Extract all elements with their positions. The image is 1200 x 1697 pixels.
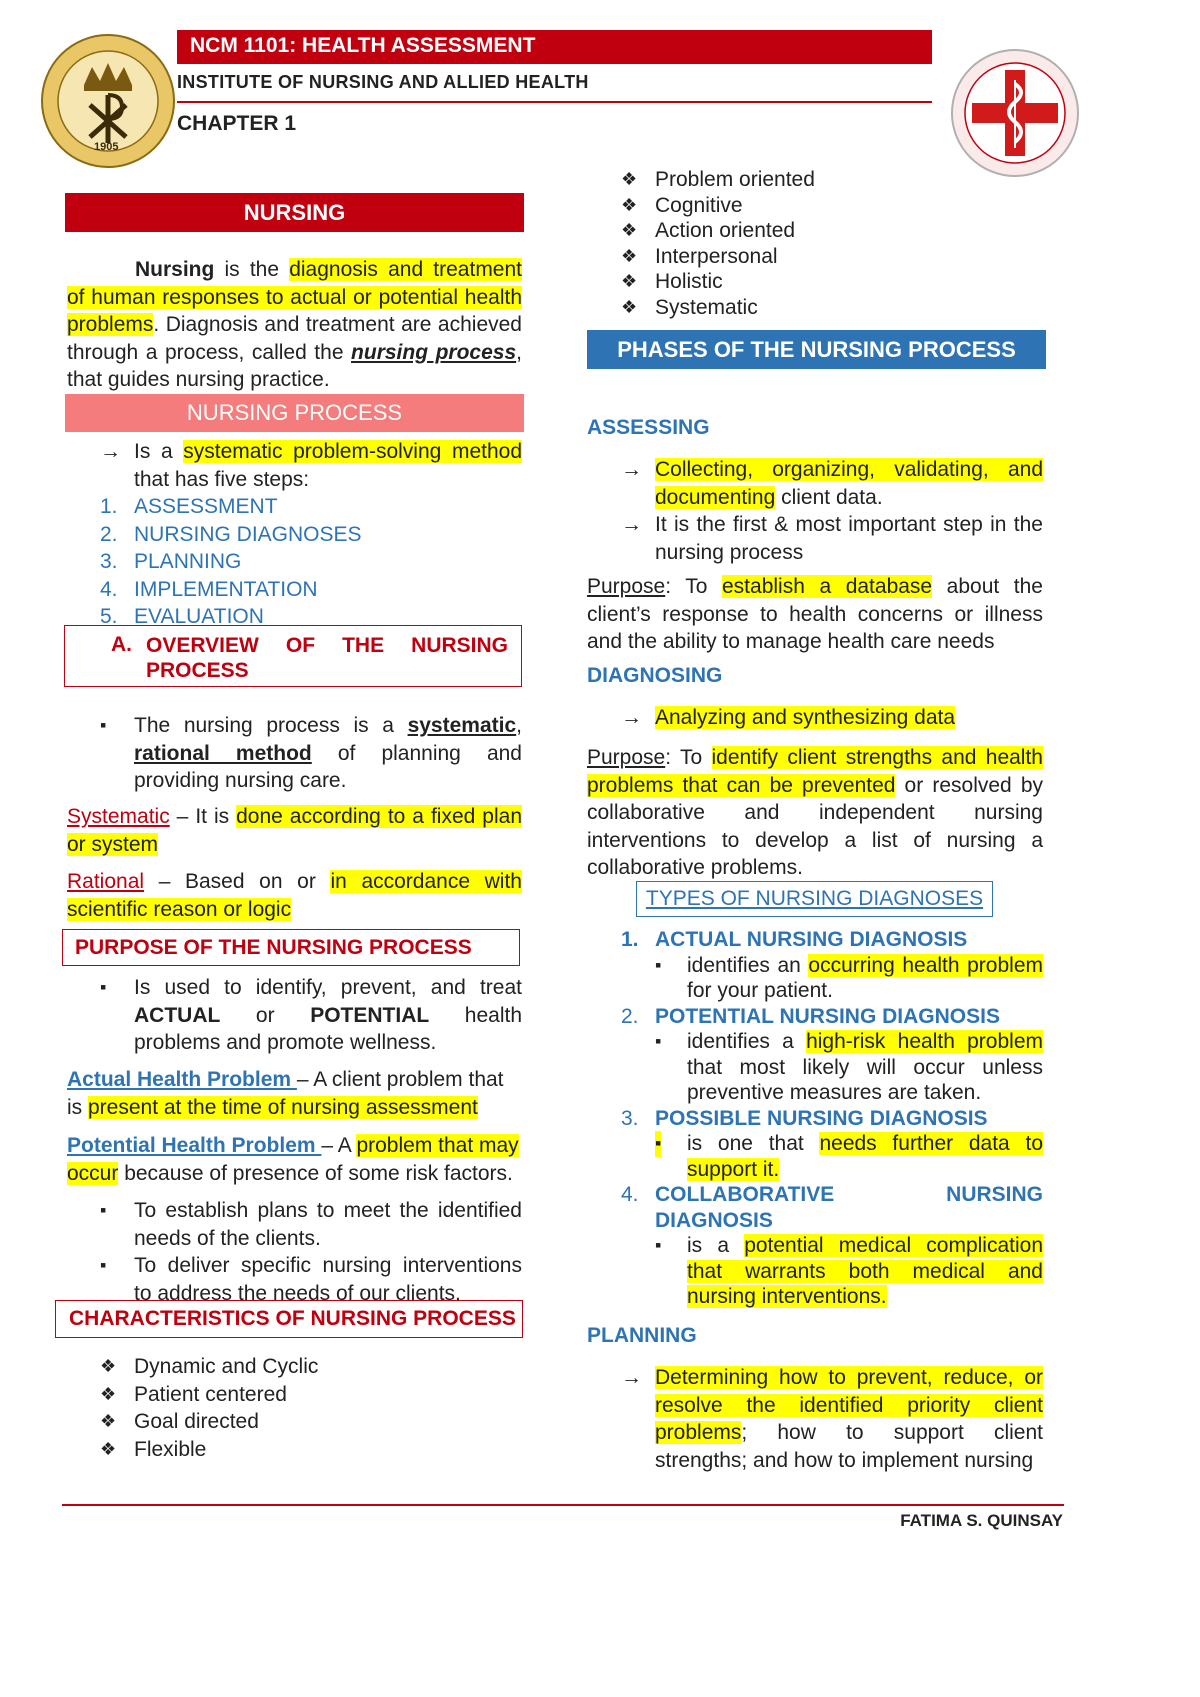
school-seal-left <box>40 33 176 169</box>
characteristic-item: ❖ Patient centered <box>134 1381 522 1409</box>
seal-year: 1905 <box>94 141 119 153</box>
systematic-definition: Systematic – It is done according to a fixed plan or system <box>67 805 522 856</box>
type-item: 3. POSSIBLE NURSING DIAGNOSIS <box>621 1106 988 1130</box>
assessing-purpose: Purpose: To establish a database about the client’s response to health concerns or illness and the ability to manage health care needs <box>587 575 1043 653</box>
actual-problem-definition: Actual Health Problem – A client problem that is present at the time of nursing assessment <box>67 1068 504 1119</box>
nursing-definition: Nursing is the diagnosis and treatment of human responses to actual or potential health problems. Diagnosis and treatment are achieved through a process, called the nursing process, that guides nursing practice. <box>67 258 522 391</box>
type-description: ▪ identifies an occurring health problem for your patient. <box>655 953 1043 1002</box>
types-heading: TYPES OF NURSING DIAGNOSES <box>636 881 993 917</box>
diagnosing-arrow-item: → Analyzing and synthesizing data <box>655 704 1043 732</box>
purpose-list-1 <box>134 974 522 1057</box>
purpose-bullet: ▪ To deliver specific nursing interventions to address the needs of our clients. <box>134 1252 522 1307</box>
assessing-list <box>655 456 1043 566</box>
institute-name: INSTITUTE OF NURSING AND ALLIED HEALTH <box>177 72 589 92</box>
characteristics-heading: CHARACTERISTICS OF NURSING PROCESS <box>55 1300 523 1338</box>
phases-heading: PHASES OF THE NURSING PROCESS <box>587 330 1046 369</box>
assessing-arrow-item: → It is the first & most important step in the nursing process <box>655 511 1043 566</box>
header-divider <box>177 101 932 103</box>
characteristic-item: ❖ Action oriented <box>655 218 1043 244</box>
type-item: 2. POTENTIAL NURSING DIAGNOSIS <box>621 1004 1000 1028</box>
purpose-heading: PURPOSE OF THE NURSING PROCESS <box>62 929 520 966</box>
type-description: ▪ is a potential medical complication that warrants both medical and nursing interventions. <box>655 1234 1043 1308</box>
characteristics-list-right <box>655 167 1043 320</box>
characteristic-item: ❖ Goal directed <box>134 1408 522 1436</box>
planning-arrow-item: → Determining how to prevent, reduce, or resolve the identified priority client problems; how to support client strengths; and how to implement nursing <box>655 1364 1043 1474</box>
assessing-arrow-item: → Collecting, organizing, validating, and documenting client data. <box>655 456 1043 511</box>
characteristic-item: ❖ Dynamic and Cyclic <box>134 1353 522 1381</box>
nursing-heading: NURSING <box>65 193 524 232</box>
institute-seal-right <box>950 48 1080 178</box>
assessing-heading: ASSESSING <box>587 416 710 439</box>
step-item: 2. NURSING DIAGNOSES <box>100 522 362 546</box>
characteristic-item: ❖ Cognitive <box>655 193 1043 219</box>
course-title-bar <box>177 30 932 64</box>
characteristic-item: ❖ Flexible <box>134 1436 522 1464</box>
purpose-list-2 <box>134 1197 522 1307</box>
type-item: 4. COLLABORATIVE NURSING DIAGNOSIS <box>621 1183 1043 1232</box>
chapter-label: CHAPTER 1 <box>177 112 297 135</box>
purpose-bullet: ▪ Is used to identify, prevent, and treat ACTUAL or POTENTIAL health problems and promote wellness. <box>134 974 522 1057</box>
overview-heading: A. OVERVIEW OF THE NURSING PROCESS <box>64 625 522 687</box>
type-description: ▪ is one that needs further data to support it. <box>655 1132 1043 1181</box>
footer-author: FATIMA S. QUINSAY <box>900 1511 1063 1530</box>
process-list <box>100 438 522 631</box>
rational-definition: Rational – Based on or in accordance with scientific reason or logic <box>67 870 522 921</box>
process-arrow-item: → Is a systematic problem-solving method that has five steps: <box>134 438 522 493</box>
type-item: 1. ACTUAL NURSING DIAGNOSIS <box>621 928 968 951</box>
diagnosing-list <box>655 704 1043 732</box>
nursing-process-heading: NURSING PROCESS <box>65 394 524 432</box>
purpose-bullet: ▪ To establish plans to meet the identified needs of the clients. <box>134 1197 522 1252</box>
type-description: ▪ identifies a high-risk health problem that most likely will occur unless preventive measures are taken. <box>655 1030 1043 1104</box>
overview-bullet: ▪ The nursing process is a systematic, rational method of planning and providing nursing care. <box>134 712 522 795</box>
course-title: NCM 1101: HEALTH ASSESSMENT <box>190 34 536 57</box>
diagnosing-purpose: Purpose: To identify client strengths and health problems that can be prevented or resolved by collaborative and independent nursing interventions to develop a list of nursing a collaborative problems. <box>587 746 1044 879</box>
diagnosing-heading: DIAGNOSING <box>587 664 723 687</box>
planning-heading: PLANNING <box>587 1324 697 1347</box>
footer-divider <box>62 1504 1064 1506</box>
step-item: 4. IMPLEMENTATION <box>100 577 318 601</box>
characteristic-item: ❖ Holistic <box>655 269 1043 295</box>
nursing-term: Nursing <box>135 258 215 281</box>
characteristic-item: ❖ Problem oriented <box>655 167 1043 193</box>
step-item: 1. ASSESSMENT <box>100 495 278 518</box>
step-item: 5. EVALUATION <box>100 605 264 628</box>
characteristic-item: ❖ Interpersonal <box>655 244 1043 270</box>
potential-problem-definition: Potential Health Problem – A problem that may occur because of presence of some risk factors. <box>67 1134 519 1185</box>
planning-list <box>655 1364 1043 1474</box>
characteristic-item: ❖ Systematic <box>655 295 1043 321</box>
overview-list <box>134 712 522 795</box>
characteristics-list-left <box>134 1353 522 1463</box>
step-item: 3. PLANNING <box>100 550 242 573</box>
types-list <box>621 927 1043 1310</box>
